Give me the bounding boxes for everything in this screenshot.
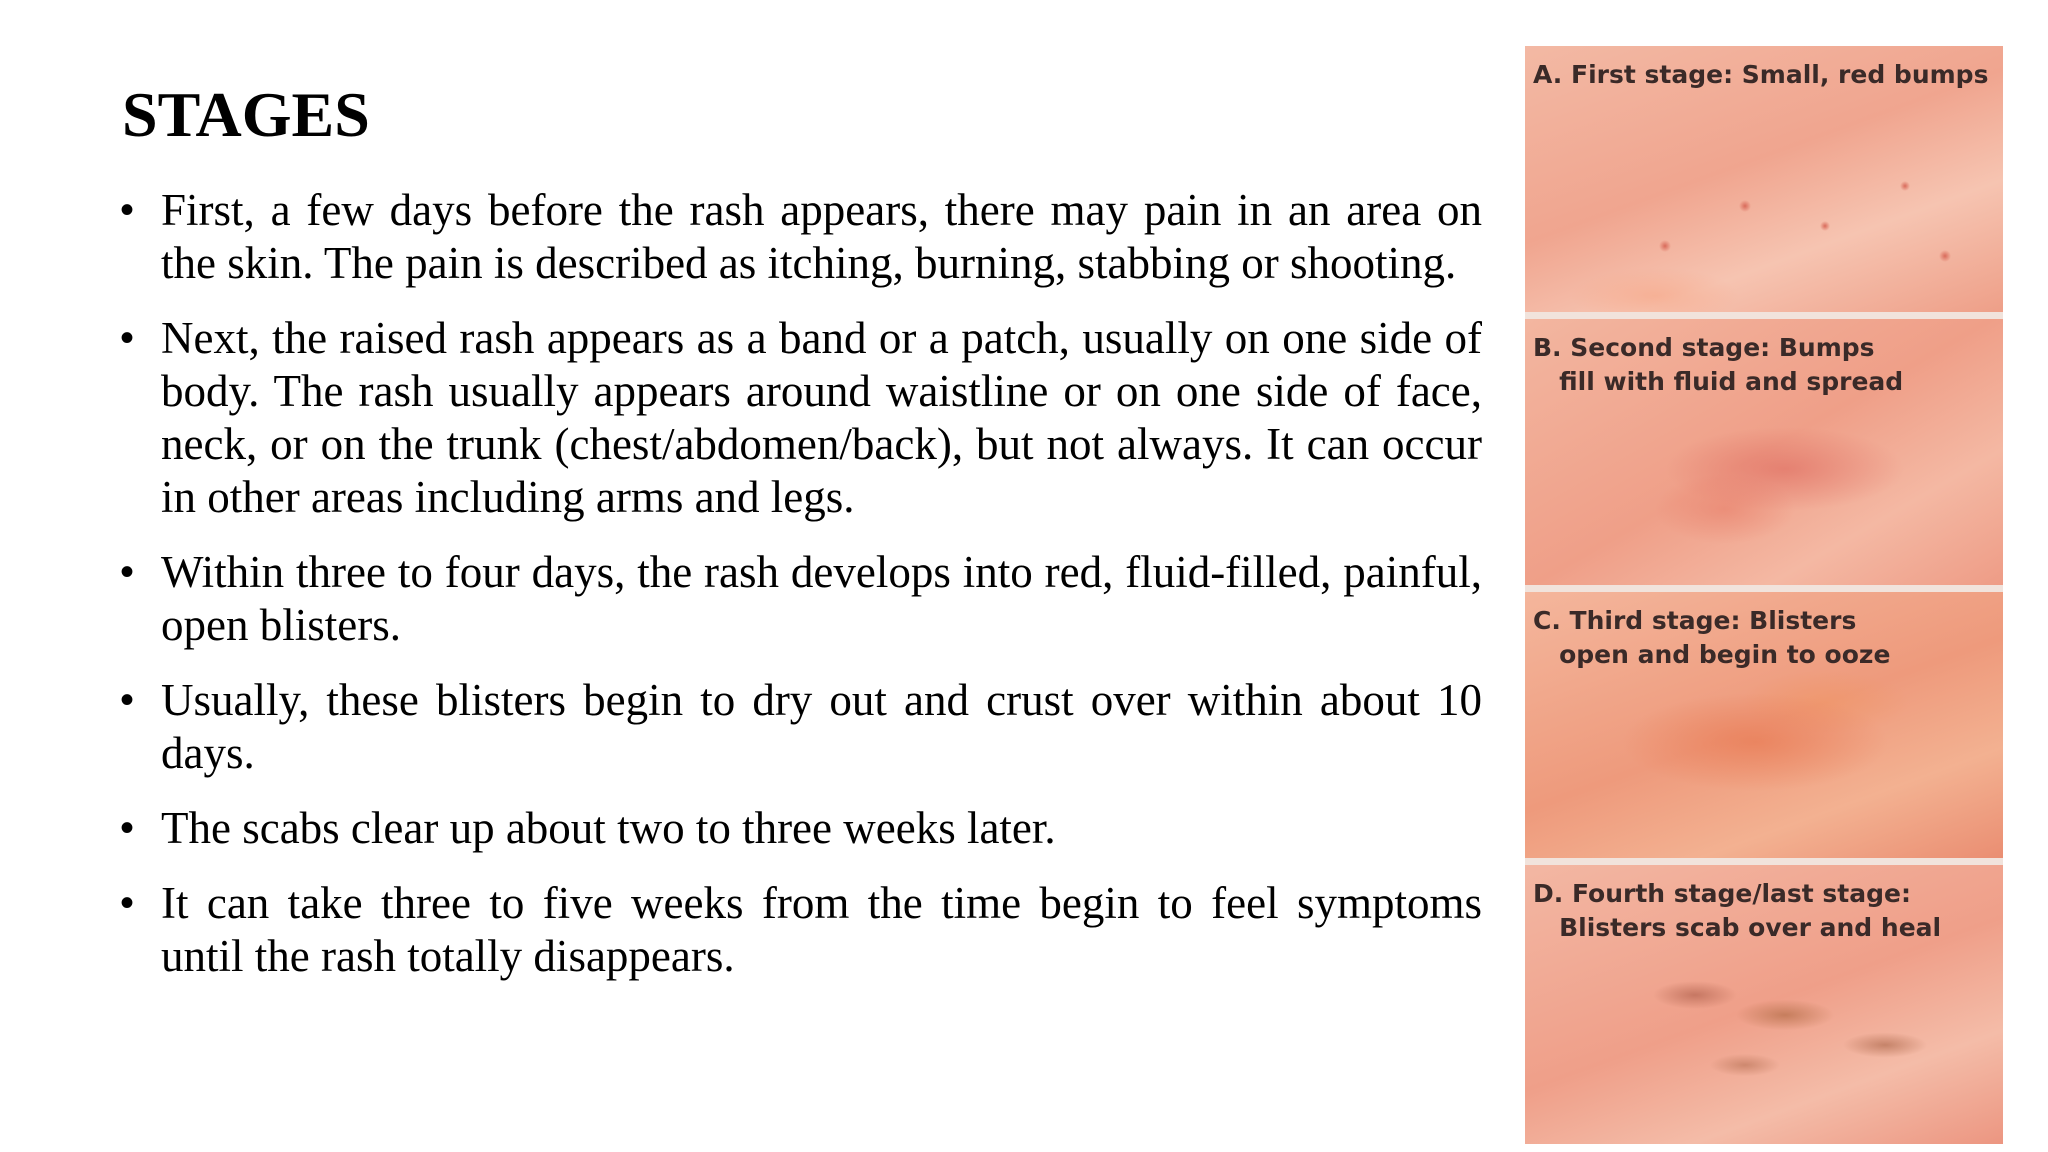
stage-b-photo [1525,319,2003,585]
stage-d-photo [1525,865,2003,1144]
stage-a-photo [1525,46,2003,312]
bullet-dot-icon: • [120,550,135,594]
stage-c-photo [1525,592,2003,858]
bullet-dot-icon: • [120,806,135,850]
bullet-text: Within three to four days, the rash develops into red, fluid-filled, painful, open blisters. [161,547,1482,650]
stage-b-caption: B. Second stage: Bumps fill with fluid and spread [1533,333,1904,396]
bullet-text: First, a few days before the rash appears, there may pain in an area on the skin. The pain is described as itching, burning, stabbing or shooting. [161,185,1482,288]
bullet-text: The scabs clear up about two to three weeks later. [161,803,1056,853]
bullet-dot-icon: • [120,881,135,925]
bullet-dot-icon: • [120,678,135,722]
bullet-item [120,674,1482,780]
bullet-item [120,546,1482,652]
rash-stages-figure [1525,46,2003,1144]
bullet-item [120,802,1482,855]
stage-d-caption: D. Fourth stage/last stage: Blisters scab over and heal [1533,879,1942,942]
bullet-dot-icon: • [120,316,135,360]
bullet-item [120,312,1482,524]
slide-title: STAGES [122,79,370,150]
stage-a-caption: A. First stage: Small, red bumps [1533,60,1989,89]
bullet-text: It can take three to five weeks from the time begin to feel symptoms until the rash totally disappears. [161,878,1482,981]
bullet-text: Next, the raised rash appears as a band or a patch, usually on one side of body. The rash usually appears around waistline or on one side of face, neck, or on the trunk (chest/abdomen/back), but not always. It can occur in other areas including arms and legs. [161,313,1482,522]
bullet-text: Usually, these blisters begin to dry out and crust over within about 10 days. [161,675,1482,778]
bullet-list [120,184,1482,1005]
stage-c-caption: C. Third stage: Blisters open and begin to ooze [1533,606,1891,669]
bullet-item [120,877,1482,983]
bullet-dot-icon: • [120,188,135,232]
bullet-item [120,184,1482,290]
